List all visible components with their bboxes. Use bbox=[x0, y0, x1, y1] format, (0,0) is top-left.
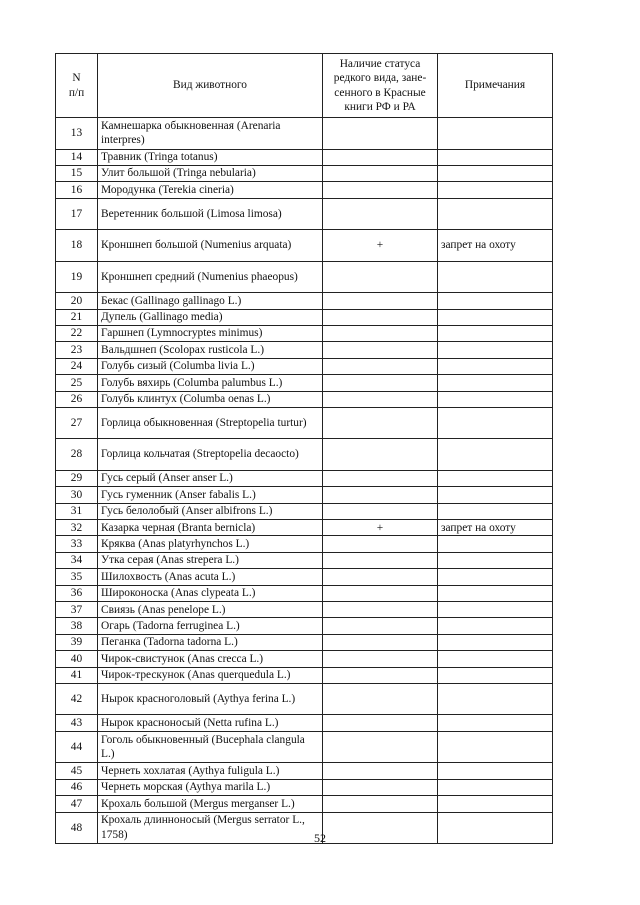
table-row bbox=[56, 149, 553, 165]
row-number: 29 bbox=[56, 470, 98, 486]
red-book-status bbox=[323, 198, 438, 230]
row-number: 47 bbox=[56, 796, 98, 812]
species-name: Травник (Tringa totanus) bbox=[98, 149, 323, 165]
red-book-status bbox=[323, 407, 438, 439]
header-number bbox=[56, 54, 98, 118]
row-number: 32 bbox=[56, 520, 98, 536]
row-number: 33 bbox=[56, 536, 98, 552]
row-number: 14 bbox=[56, 149, 98, 165]
row-number: 48 bbox=[56, 812, 98, 844]
row-number: 21 bbox=[56, 309, 98, 325]
species-name: Гоголь обыкновенный (Bucephala clangula L.) bbox=[98, 731, 323, 763]
table-row bbox=[56, 293, 553, 309]
row-note bbox=[438, 715, 553, 731]
row-note bbox=[438, 375, 553, 391]
red-book-status bbox=[323, 149, 438, 165]
species-name: Шилохвость (Anas acuta L.) bbox=[98, 569, 323, 585]
table-row bbox=[56, 602, 553, 618]
species-name: Улит большой (Tringa nebularia) bbox=[98, 165, 323, 181]
species-name: Кроншнеп большой (Numenius arquata) bbox=[98, 230, 323, 262]
species-table-body bbox=[56, 118, 553, 844]
species-name: Бекас (Gallinago gallinago L.) bbox=[98, 293, 323, 309]
row-note bbox=[438, 634, 553, 650]
row-note bbox=[438, 309, 553, 325]
row-number: 45 bbox=[56, 763, 98, 779]
row-note bbox=[438, 407, 553, 439]
species-name: Широконоска (Anas clypeata L.) bbox=[98, 585, 323, 601]
species-name: Горлица обыкновенная (Streptopelia turtur) bbox=[98, 407, 323, 439]
row-note bbox=[438, 198, 553, 230]
row-note bbox=[438, 683, 553, 715]
table-row bbox=[56, 309, 553, 325]
table-row bbox=[56, 503, 553, 519]
red-book-status bbox=[323, 715, 438, 731]
row-number: 38 bbox=[56, 618, 98, 634]
red-book-status bbox=[323, 309, 438, 325]
header-red-book-status: Наличие статуса редкого вида, зане-сенного в Красные книги РФ и РА bbox=[323, 54, 438, 118]
species-name: Казарка черная (Branta bernicla) bbox=[98, 520, 323, 536]
table-row bbox=[56, 520, 553, 536]
table-row bbox=[56, 796, 553, 812]
row-note bbox=[438, 796, 553, 812]
red-book-status bbox=[323, 552, 438, 568]
row-note bbox=[438, 439, 553, 471]
row-number: 35 bbox=[56, 569, 98, 585]
table-row bbox=[56, 198, 553, 230]
table-row bbox=[56, 763, 553, 779]
row-note bbox=[438, 763, 553, 779]
species-name: Кроншнеп средний (Numenius phaeopus) bbox=[98, 261, 323, 293]
table-row bbox=[56, 407, 553, 439]
species-name: Утка серая (Anas strepera L.) bbox=[98, 552, 323, 568]
row-note bbox=[438, 182, 553, 198]
species-name: Веретенник большой (Limosa limosa) bbox=[98, 198, 323, 230]
row-note bbox=[438, 569, 553, 585]
row-note bbox=[438, 503, 553, 519]
row-note bbox=[438, 731, 553, 763]
species-name: Гаршнеп (Lymnocryptes minimus) bbox=[98, 325, 323, 341]
table-row bbox=[56, 634, 553, 650]
table-row bbox=[56, 439, 553, 471]
species-name: Вальдшнеп (Scolopax rusticola L.) bbox=[98, 342, 323, 358]
row-note bbox=[438, 293, 553, 309]
table-row bbox=[56, 261, 553, 293]
row-note bbox=[438, 325, 553, 341]
species-name: Голубь сизый (Columba livia L.) bbox=[98, 358, 323, 374]
row-number: 16 bbox=[56, 182, 98, 198]
table-row bbox=[56, 118, 553, 150]
species-name: Гусь белолобый (Anser albifrons L.) bbox=[98, 503, 323, 519]
row-number: 22 bbox=[56, 325, 98, 341]
row-note bbox=[438, 585, 553, 601]
row-note bbox=[438, 618, 553, 634]
table-row bbox=[56, 618, 553, 634]
table-row bbox=[56, 715, 553, 731]
row-note bbox=[438, 118, 553, 150]
row-note: запрет на охоту bbox=[438, 520, 553, 536]
species-name: Огарь (Tadorna ferruginea L.) bbox=[98, 618, 323, 634]
species-table bbox=[55, 53, 553, 844]
row-number: 20 bbox=[56, 293, 98, 309]
species-name: Дупель (Gallinago media) bbox=[98, 309, 323, 325]
species-name: Свиязь (Anas penelope L.) bbox=[98, 602, 323, 618]
red-book-status bbox=[323, 487, 438, 503]
species-name: Крохаль большой (Mergus merganser L.) bbox=[98, 796, 323, 812]
table-row bbox=[56, 731, 553, 763]
header-species: Вид животного bbox=[98, 54, 323, 118]
row-note bbox=[438, 651, 553, 667]
red-book-status bbox=[323, 261, 438, 293]
table-row bbox=[56, 552, 553, 568]
red-book-status bbox=[323, 796, 438, 812]
table-row bbox=[56, 230, 553, 262]
red-book-status bbox=[323, 731, 438, 763]
red-book-status bbox=[323, 667, 438, 683]
row-number: 19 bbox=[56, 261, 98, 293]
row-number: 31 bbox=[56, 503, 98, 519]
species-name: Чернеть хохлатая (Aythya fuligula L.) bbox=[98, 763, 323, 779]
row-number: 37 bbox=[56, 602, 98, 618]
page-number: 52 bbox=[314, 831, 326, 845]
table-row bbox=[56, 487, 553, 503]
red-book-status bbox=[323, 439, 438, 471]
species-name: Чирок-трескунок (Anas querquedula L.) bbox=[98, 667, 323, 683]
table-row bbox=[56, 779, 553, 795]
red-book-status bbox=[323, 779, 438, 795]
red-book-status: + bbox=[323, 230, 438, 262]
header-notes: Примечания bbox=[438, 54, 553, 118]
row-number: 24 bbox=[56, 358, 98, 374]
row-number: 41 bbox=[56, 667, 98, 683]
red-book-status bbox=[323, 651, 438, 667]
red-book-status bbox=[323, 585, 438, 601]
species-name: Голубь клинтух (Columba oenas L.) bbox=[98, 391, 323, 407]
table-row bbox=[56, 342, 553, 358]
row-number: 30 bbox=[56, 487, 98, 503]
table-row bbox=[56, 470, 553, 486]
red-book-status bbox=[323, 391, 438, 407]
species-name: Мородунка (Terekia cineria) bbox=[98, 182, 323, 198]
row-note bbox=[438, 487, 553, 503]
species-name: Чернеть морская (Aythya marila L.) bbox=[98, 779, 323, 795]
row-number: 46 bbox=[56, 779, 98, 795]
red-book-status bbox=[323, 503, 438, 519]
table-row bbox=[56, 569, 553, 585]
row-number: 27 bbox=[56, 407, 98, 439]
species-name: Гусь серый (Anser anser L.) bbox=[98, 470, 323, 486]
row-number: 43 bbox=[56, 715, 98, 731]
species-name: Голубь вяхирь (Columba palumbus L.) bbox=[98, 375, 323, 391]
row-note bbox=[438, 552, 553, 568]
row-note: запрет на охоту bbox=[438, 230, 553, 262]
row-number: 18 bbox=[56, 230, 98, 262]
red-book-status bbox=[323, 602, 438, 618]
row-number: 23 bbox=[56, 342, 98, 358]
species-name: Камнешарка обыкновенная (Arenaria interpres) bbox=[98, 118, 323, 150]
table-header-row bbox=[56, 54, 553, 118]
row-note bbox=[438, 342, 553, 358]
row-note bbox=[438, 536, 553, 552]
species-name: Чирок-свистунок (Anas crecca L.) bbox=[98, 651, 323, 667]
row-number: 15 bbox=[56, 165, 98, 181]
row-number: 36 bbox=[56, 585, 98, 601]
species-name: Гусь гуменник (Anser fabalis L.) bbox=[98, 487, 323, 503]
red-book-status bbox=[323, 342, 438, 358]
species-name: Кряква (Anas platyrhynchos L.) bbox=[98, 536, 323, 552]
red-book-status bbox=[323, 325, 438, 341]
row-number: 42 bbox=[56, 683, 98, 715]
table-row bbox=[56, 391, 553, 407]
row-note bbox=[438, 149, 553, 165]
row-number: 25 bbox=[56, 375, 98, 391]
row-note bbox=[438, 261, 553, 293]
red-book-status: + bbox=[323, 520, 438, 536]
table-row bbox=[56, 651, 553, 667]
table-row bbox=[56, 182, 553, 198]
row-number: 39 bbox=[56, 634, 98, 650]
row-note bbox=[438, 391, 553, 407]
table-row bbox=[56, 667, 553, 683]
red-book-status bbox=[323, 683, 438, 715]
species-name: Нырок красноносый (Netta rufina L.) bbox=[98, 715, 323, 731]
row-number: 44 bbox=[56, 731, 98, 763]
red-book-status bbox=[323, 618, 438, 634]
species-name: Крохаль длинноносый (Mergus serrator L., 1758) bbox=[98, 812, 323, 844]
red-book-status bbox=[323, 536, 438, 552]
row-number: 13 bbox=[56, 118, 98, 150]
red-book-status bbox=[323, 375, 438, 391]
table-row bbox=[56, 536, 553, 552]
row-note bbox=[438, 779, 553, 795]
table-row bbox=[56, 165, 553, 181]
row-number: 26 bbox=[56, 391, 98, 407]
row-note bbox=[438, 358, 553, 374]
table-row bbox=[56, 375, 553, 391]
row-number: 17 bbox=[56, 198, 98, 230]
species-name: Пеганка (Tadorna tadorna L.) bbox=[98, 634, 323, 650]
red-book-status bbox=[323, 763, 438, 779]
row-number: 40 bbox=[56, 651, 98, 667]
row-note bbox=[438, 667, 553, 683]
table-row bbox=[56, 683, 553, 715]
red-book-status bbox=[323, 358, 438, 374]
table-row bbox=[56, 585, 553, 601]
header-number-text: N п/п bbox=[68, 72, 85, 99]
red-book-status bbox=[323, 634, 438, 650]
species-name: Горлица кольчатая (Streptopelia decaocto) bbox=[98, 439, 323, 471]
red-book-status bbox=[323, 182, 438, 198]
red-book-status bbox=[323, 118, 438, 150]
row-note bbox=[438, 602, 553, 618]
red-book-status bbox=[323, 470, 438, 486]
table-row bbox=[56, 358, 553, 374]
table-row bbox=[56, 325, 553, 341]
red-book-status bbox=[323, 293, 438, 309]
row-number: 28 bbox=[56, 439, 98, 471]
row-note bbox=[438, 470, 553, 486]
species-name: Нырок красноголовый (Aythya ferina L.) bbox=[98, 683, 323, 715]
row-number: 34 bbox=[56, 552, 98, 568]
red-book-status bbox=[323, 569, 438, 585]
red-book-status bbox=[323, 165, 438, 181]
row-note bbox=[438, 165, 553, 181]
